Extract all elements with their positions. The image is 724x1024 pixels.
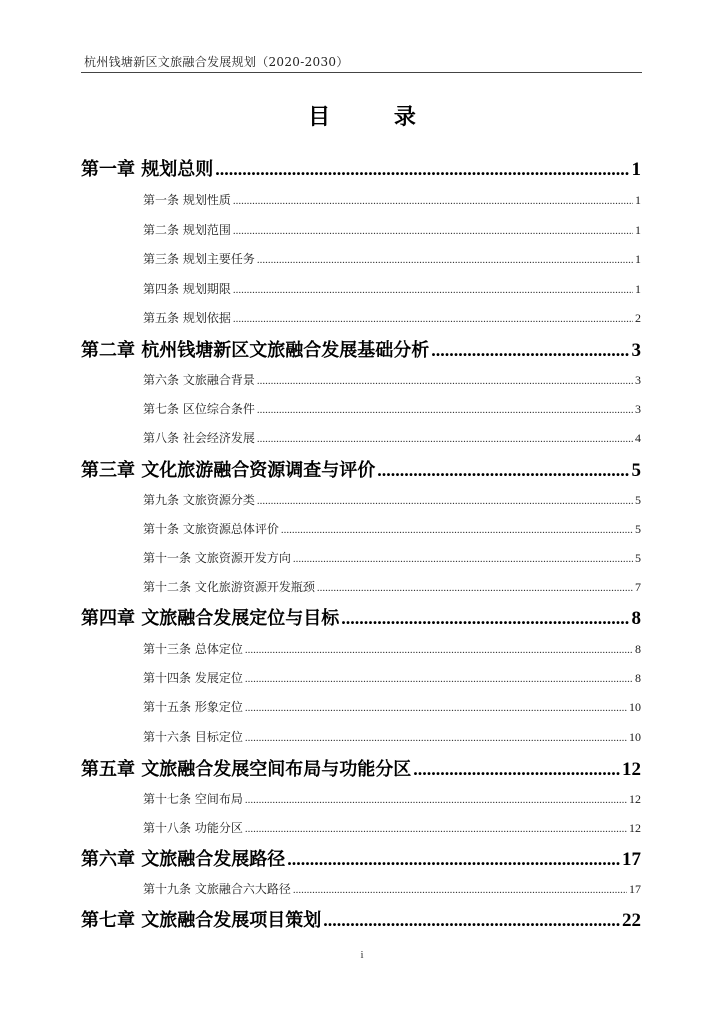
toc-entry-page: 8 bbox=[631, 608, 641, 629]
toc-entry-label: 第六条 文旅融合背景 bbox=[143, 373, 255, 387]
toc-entry-label: 第二章 杭州钱塘新区文旅融合发展基础分析 bbox=[81, 340, 430, 361]
toc-entry-page: 3 bbox=[631, 340, 641, 361]
toc-entry-label: 第七章 文旅融合发展项目策划 bbox=[81, 910, 322, 931]
running-header: 杭州钱塘新区文旅融合发展规划（2020-2030） bbox=[84, 55, 349, 69]
dot-leader bbox=[287, 849, 620, 870]
toc-article-15[interactable] bbox=[143, 698, 641, 716]
toc-entry-page: 3 bbox=[635, 402, 641, 416]
toc-title: 目 录 bbox=[308, 105, 444, 130]
header-rule bbox=[81, 72, 642, 73]
toc-entry-page: 1 bbox=[631, 159, 641, 180]
toc-article-9[interactable] bbox=[143, 491, 641, 509]
toc-entry-page: 3 bbox=[635, 373, 641, 387]
dot-leader bbox=[233, 195, 633, 207]
toc-entry-page: 10 bbox=[629, 730, 641, 744]
toc-entry-label: 第十条 文旅资源总体评价 bbox=[143, 522, 279, 536]
toc-entry-page: 1 bbox=[635, 223, 641, 237]
toc-article-16[interactable] bbox=[143, 728, 641, 746]
toc-entry-page: 12 bbox=[629, 792, 641, 806]
dot-leader bbox=[257, 404, 633, 416]
dot-leader bbox=[341, 608, 629, 629]
toc-entry-page: 1 bbox=[635, 252, 641, 266]
dot-leader bbox=[293, 553, 633, 565]
toc-entry-page: 4 bbox=[635, 431, 641, 445]
toc-entry-label: 第六章 文旅融合发展路径 bbox=[81, 849, 286, 870]
toc-article-4[interactable] bbox=[143, 280, 641, 298]
toc-chapter-7[interactable] bbox=[81, 906, 641, 932]
toc-article-8[interactable] bbox=[143, 429, 641, 447]
toc-chapter-1[interactable] bbox=[81, 155, 641, 181]
toc-entry-label: 第十九条 文旅融合六大路径 bbox=[143, 882, 291, 896]
toc-entry-label: 第十一条 文旅资源开发方向 bbox=[143, 551, 291, 565]
toc-chapter-5[interactable] bbox=[81, 755, 641, 781]
toc-entry-label: 第四章 文旅融合发展定位与目标 bbox=[81, 608, 340, 629]
toc-entry-label: 第一条 规划性质 bbox=[143, 193, 231, 207]
dot-leader bbox=[245, 732, 627, 744]
toc-entry-page: 5 bbox=[635, 522, 641, 536]
toc-entry-label: 第三条 规划主要任务 bbox=[143, 252, 255, 266]
toc-entry-page: 8 bbox=[635, 642, 641, 656]
dot-leader bbox=[317, 582, 633, 594]
dot-leader bbox=[257, 495, 633, 507]
dot-leader bbox=[413, 759, 620, 780]
toc-article-12[interactable] bbox=[143, 578, 641, 596]
page-number: i bbox=[360, 949, 364, 961]
toc-entry-label: 第五章 文旅融合发展空间布局与功能分区 bbox=[81, 759, 412, 780]
toc-chapter-6[interactable] bbox=[81, 845, 641, 871]
toc-article-18[interactable] bbox=[143, 819, 641, 837]
toc-entry-label: 第一章 规划总则 bbox=[81, 159, 214, 180]
dot-leader bbox=[233, 284, 633, 296]
toc-chapter-2[interactable] bbox=[81, 336, 641, 362]
toc-entry-page: 17 bbox=[629, 882, 641, 896]
toc-article-7[interactable] bbox=[143, 400, 641, 418]
dot-leader bbox=[431, 340, 629, 361]
toc-article-14[interactable] bbox=[143, 669, 641, 687]
toc-entry-page: 12 bbox=[629, 821, 641, 835]
dot-leader bbox=[245, 644, 633, 656]
toc-entry-label: 第七条 区位综合条件 bbox=[143, 402, 255, 416]
toc-entry-label: 第二条 规划范围 bbox=[143, 223, 231, 237]
toc-article-2[interactable] bbox=[143, 221, 641, 239]
toc-entry-page: 1 bbox=[635, 193, 641, 207]
toc-entry-page: 5 bbox=[635, 551, 641, 565]
dot-leader bbox=[233, 313, 633, 325]
toc-entry-label: 第三章 文化旅游融合资源调查与评价 bbox=[81, 460, 376, 481]
toc-article-11[interactable] bbox=[143, 549, 641, 567]
toc-entry-page: 8 bbox=[635, 671, 641, 685]
dot-leader bbox=[233, 225, 633, 237]
toc-article-17[interactable] bbox=[143, 790, 641, 808]
toc-entry-page: 7 bbox=[635, 580, 641, 594]
toc-article-19[interactable] bbox=[143, 880, 641, 898]
toc-entry-page: 22 bbox=[622, 910, 641, 931]
dot-leader bbox=[293, 884, 627, 896]
toc-chapter-3[interactable] bbox=[81, 456, 641, 482]
toc-entry-label: 第十六条 目标定位 bbox=[143, 730, 243, 744]
toc-entry-label: 第十八条 功能分区 bbox=[143, 821, 243, 835]
toc-article-3[interactable] bbox=[143, 250, 641, 268]
toc-entry-label: 第十五条 形象定位 bbox=[143, 700, 243, 714]
dot-leader bbox=[377, 460, 629, 481]
toc-entry-label: 第八条 社会经济发展 bbox=[143, 431, 255, 445]
toc-entry-label: 第五条 规划依据 bbox=[143, 311, 231, 325]
toc-entry-label: 第十七条 空间布局 bbox=[143, 792, 243, 806]
dot-leader bbox=[323, 910, 620, 931]
toc-article-6[interactable] bbox=[143, 371, 641, 389]
dot-leader bbox=[245, 823, 627, 835]
dot-leader bbox=[245, 702, 627, 714]
dot-leader bbox=[281, 524, 633, 536]
dot-leader bbox=[257, 375, 633, 387]
toc-article-10[interactable] bbox=[143, 520, 641, 538]
toc-article-5[interactable] bbox=[143, 309, 641, 327]
toc-entry-page: 2 bbox=[635, 311, 641, 325]
toc-entry-page: 1 bbox=[635, 282, 641, 296]
toc-entry-page: 12 bbox=[622, 759, 641, 780]
dot-leader bbox=[257, 433, 633, 445]
dot-leader bbox=[245, 673, 633, 685]
dot-leader bbox=[245, 794, 627, 806]
toc-entry-page: 5 bbox=[635, 493, 641, 507]
toc-entry-label: 第十二条 文化旅游资源开发瓶颈 bbox=[143, 580, 315, 594]
toc-entry-label: 第四条 规划期限 bbox=[143, 282, 231, 296]
toc-chapter-4[interactable] bbox=[81, 604, 641, 630]
toc-entry-page: 10 bbox=[629, 700, 641, 714]
toc-entry-label: 第九条 文旅资源分类 bbox=[143, 493, 255, 507]
toc-entry-label: 第十四条 发展定位 bbox=[143, 671, 243, 685]
toc-entry-page: 17 bbox=[622, 849, 641, 870]
toc-article-1[interactable] bbox=[143, 191, 641, 209]
dot-leader bbox=[257, 254, 633, 266]
toc-article-13[interactable] bbox=[143, 640, 641, 658]
dot-leader bbox=[215, 159, 629, 180]
toc-entry-page: 5 bbox=[631, 460, 641, 481]
toc-entry-label: 第十三条 总体定位 bbox=[143, 642, 243, 656]
